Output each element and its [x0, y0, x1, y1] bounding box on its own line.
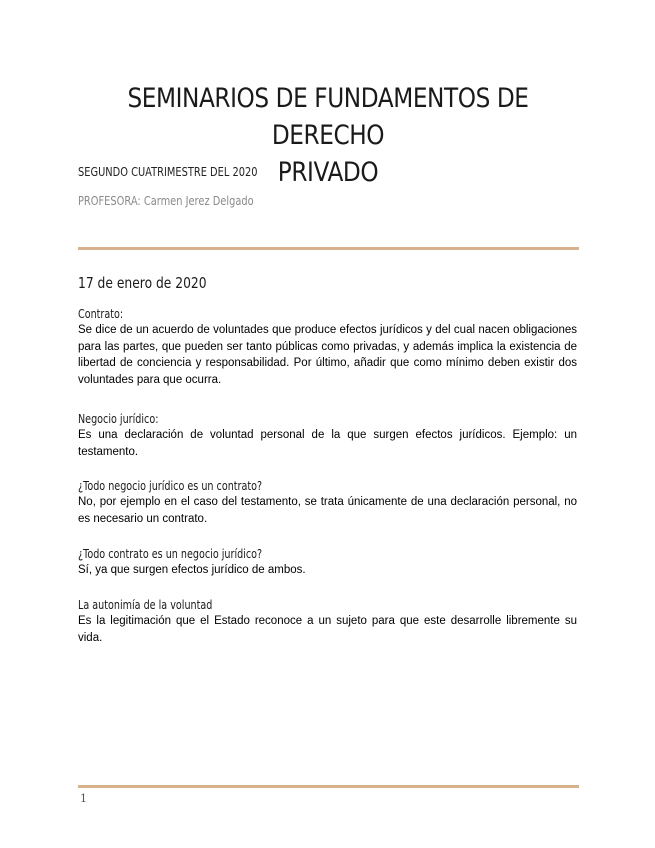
bottom-divider: [78, 785, 579, 788]
section-negocio-juridico: [78, 411, 577, 460]
section-heading: ¿Todo negocio jurídico es un contrato?: [78, 479, 263, 493]
section-text: No, por ejemplo en el caso del testamento, se trata únicamente de una declaración personal, no es necesario un contrato.: [78, 496, 577, 525]
section-text: Se dice de un acuerdo de voluntades que produce efectos jurídicos y del cual nacen obligaciones para las partes, que pueden ser tanto públicas como privadas, y además implica la existencia de libertad de conciencia y responsabilidad. Por último, añadir que como mínimo deben existir dos voluntades para que ocurra.: [78, 324, 577, 386]
top-divider: [78, 247, 579, 250]
section-heading: ¿Todo contrato es un negocio jurídico?: [78, 547, 263, 561]
section-autonomia-voluntad: [78, 597, 577, 646]
section-contrato-negocio-question: [78, 546, 577, 579]
section-text: Es la legitimación que el Estado reconoce a un sujeto para que este desarrolle libremente su vida.: [78, 615, 577, 644]
section-heading: Negocio jurídico:: [78, 412, 159, 426]
section-heading: La autonimía de la voluntad: [78, 598, 213, 612]
page-number: 1: [80, 792, 87, 805]
section-heading: Contrato:: [78, 307, 124, 321]
section-contrato: [78, 306, 577, 388]
session-date: 17 de enero de 2020: [78, 274, 207, 292]
section-text: Sí, ya que surgen efectos jurídico de ambos.: [78, 564, 306, 576]
teacher-line: PROFESORA: Carmen Jerez Delgado: [78, 194, 254, 208]
section-text: Es una declaración de voluntad personal de la que surgen efectos jurídicos. Ejemplo: un testamento.: [78, 429, 577, 458]
title-line-2: PRIVADO: [277, 157, 379, 188]
section-negocio-contrato-question: [78, 478, 577, 527]
subtitle: SEGUNDO CUATRIMESTRE DEL 2020: [78, 165, 258, 179]
title-line-1: SEMINARIOS DE FUNDAMENTOS DE DERECHO: [127, 83, 529, 151]
